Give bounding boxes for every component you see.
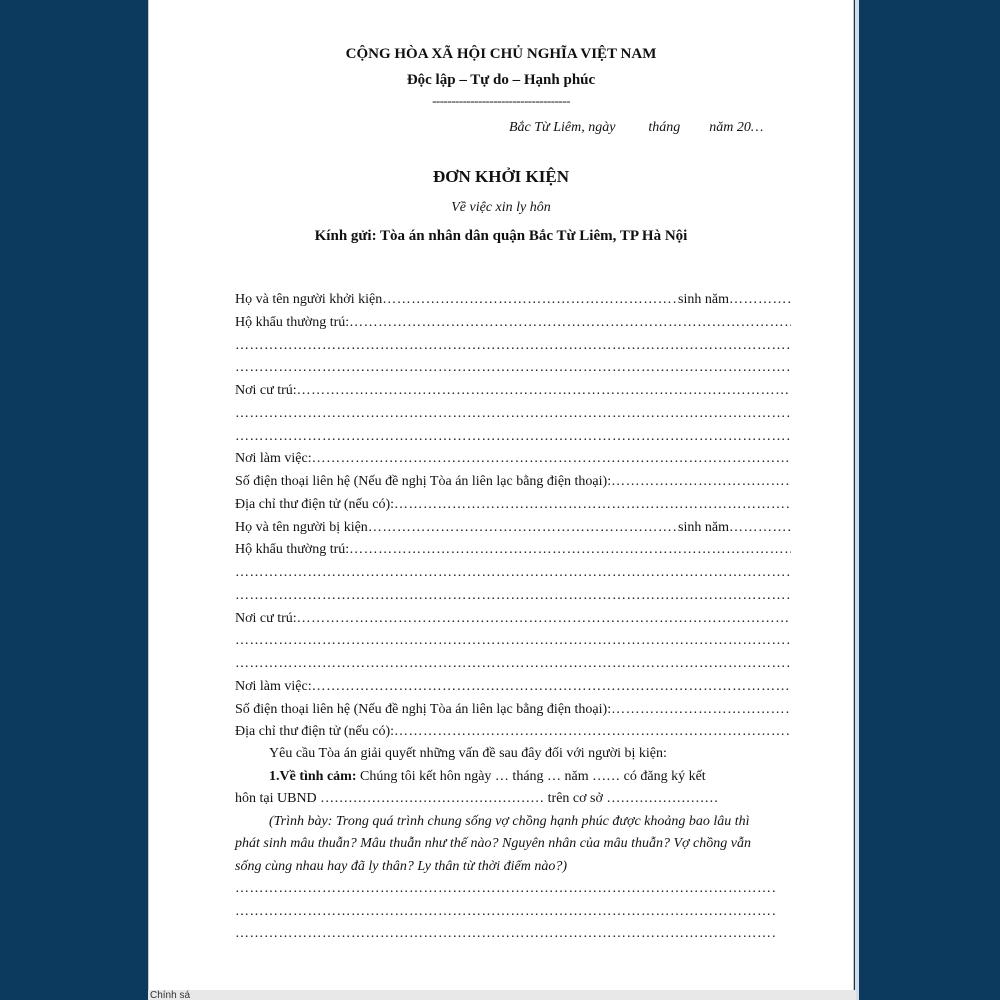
- defendant-household-line: [235, 539, 791, 562]
- defendant-phone-label: Số điện thoại liên hệ (Nếu đề nghị Tòa án liên lạc bằng điện thoại):: [235, 701, 612, 717]
- fill-dots: [235, 426, 791, 449]
- fill-dots: [235, 357, 791, 380]
- defendant-email-label: Địa chỉ thư điện tử (nếu có):: [235, 724, 395, 740]
- section1-line1: [235, 766, 775, 789]
- defendant-name-label: Họ và tên người bị kiện: [235, 519, 368, 535]
- fill-dots: [368, 517, 678, 540]
- defendant-workplace-label: Nơi làm việc:: [235, 678, 312, 694]
- plaintiff-workplace-line: [235, 448, 791, 471]
- party-details: [235, 289, 791, 744]
- request-intro: Yêu cầu Tòa án giải quyết những vấn đề sau đây đối với người bị kiện:: [269, 746, 667, 761]
- status-bar-text: Chính sá: [150, 990, 191, 1000]
- plaintiff-residence-line: [235, 380, 791, 403]
- blank-line: [235, 585, 791, 608]
- plaintiff-residence-label: Nơi cư trú:: [235, 383, 297, 398]
- defendant-phone-line: [235, 699, 791, 722]
- plaintiff-email-label: Địa chỉ thư điện tử (nếu có):: [235, 496, 395, 512]
- document-page: [148, 0, 854, 990]
- plaintiff-name-line: [235, 289, 791, 312]
- blank-line: [235, 901, 775, 924]
- document-subject: Về việc xin ly hôn: [451, 200, 551, 215]
- fill-dots: [394, 494, 791, 517]
- defendant-workplace-line: [235, 676, 791, 699]
- fill-dots: [312, 448, 791, 471]
- blank-line: [235, 653, 791, 676]
- document-title: ĐƠN KHỞI KIỆN: [432, 167, 570, 186]
- defendant-household-label: Hộ khẩu thường trú:: [235, 542, 350, 558]
- heading-divider: ------------------------------------: [432, 93, 570, 108]
- fill-dots: [729, 289, 791, 312]
- blank-line: [235, 335, 791, 358]
- blank-line: [235, 403, 791, 426]
- defendant-residence-line: [235, 608, 791, 631]
- fill-dots: [235, 562, 791, 585]
- date-month: tháng: [648, 120, 681, 135]
- plaintiff-household-label: Hộ khẩu thường trú:: [235, 314, 350, 330]
- section1-text-line2: hôn tại UBND ………………………………………… trên cơ sở ……………………: [235, 791, 719, 806]
- defendant-birth-label: sinh năm: [678, 519, 729, 535]
- plaintiff-email-line: [235, 494, 791, 517]
- plaintiff-workplace-label: Nơi làm việc:: [235, 451, 312, 467]
- defendant-residence-label: Nơi cư trú:: [235, 610, 297, 626]
- fill-dots: [235, 653, 791, 676]
- fill-dots: [349, 312, 791, 335]
- section1-heading: 1.Về tình cảm:: [269, 768, 357, 784]
- national-motto: Độc lập – Tự do – Hạnh phúc: [406, 72, 596, 88]
- fill-dots: [382, 289, 678, 312]
- fill-dots: [297, 380, 791, 403]
- defendant-name-line: [235, 517, 791, 540]
- fill-dots: [611, 699, 791, 722]
- date-line: [509, 120, 789, 136]
- national-heading: CỘNG HÒA XÃ HỘI CHỦ NGHĨA VIỆT NAM: [345, 46, 657, 62]
- vertical-scrollbar[interactable]: [855, 0, 859, 1000]
- fill-dots: [235, 403, 791, 426]
- plaintiff-household-line: [235, 312, 791, 335]
- blank-line: [235, 878, 775, 901]
- section1-text-line1: Chúng tôi kết hôn ngày … tháng … năm …… có đăng ký kết: [360, 768, 706, 784]
- instruction-text: (Trình bày: Trong quá trình chung sống vợ chồng hạnh phúc được khoảng bao lâu thì phát sinh mâu thuẫn? Mâu thuẫn như thế nào? Nguyên nhân của mâu thuẫn? Vợ chồng vẫn sống cùng nhau hay đã ly thân? Ly thân từ thời điểm nào?): [235, 813, 751, 874]
- blank-line: [235, 357, 791, 380]
- fill-dots: [394, 721, 791, 744]
- plaintiff-name-label: Họ và tên người khởi kiện: [235, 292, 383, 307]
- fill-dots: [312, 676, 791, 699]
- fill-dots: [235, 630, 791, 653]
- fill-dots: [235, 585, 791, 608]
- blank-line: [235, 630, 791, 653]
- fill-dots: [349, 539, 791, 562]
- document-recipient: Kính gửi: Tòa án nhân dân quận Bắc Từ Liêm, TP Hà Nội: [314, 228, 688, 244]
- blank-line: [235, 426, 791, 449]
- fill-dots: [297, 608, 791, 631]
- date-place: Bắc Từ Liêm, ngày: [509, 120, 616, 135]
- defendant-email-line: [235, 721, 791, 744]
- plaintiff-birth-label: sinh năm: [678, 292, 729, 307]
- fill-dots: [611, 471, 791, 494]
- request-section: [235, 743, 775, 946]
- fill-dots: [235, 335, 791, 358]
- date-year: năm 20…: [709, 120, 764, 135]
- status-bar: [148, 990, 856, 1000]
- plaintiff-phone-line: [235, 471, 791, 494]
- blank-line: [235, 562, 791, 585]
- plaintiff-phone-label: Số điện thoại liên hệ (Nếu đề nghị Tòa án liên lạc bằng điện thoại):: [235, 474, 612, 489]
- fill-dots: [729, 517, 791, 540]
- blank-line: [235, 923, 775, 946]
